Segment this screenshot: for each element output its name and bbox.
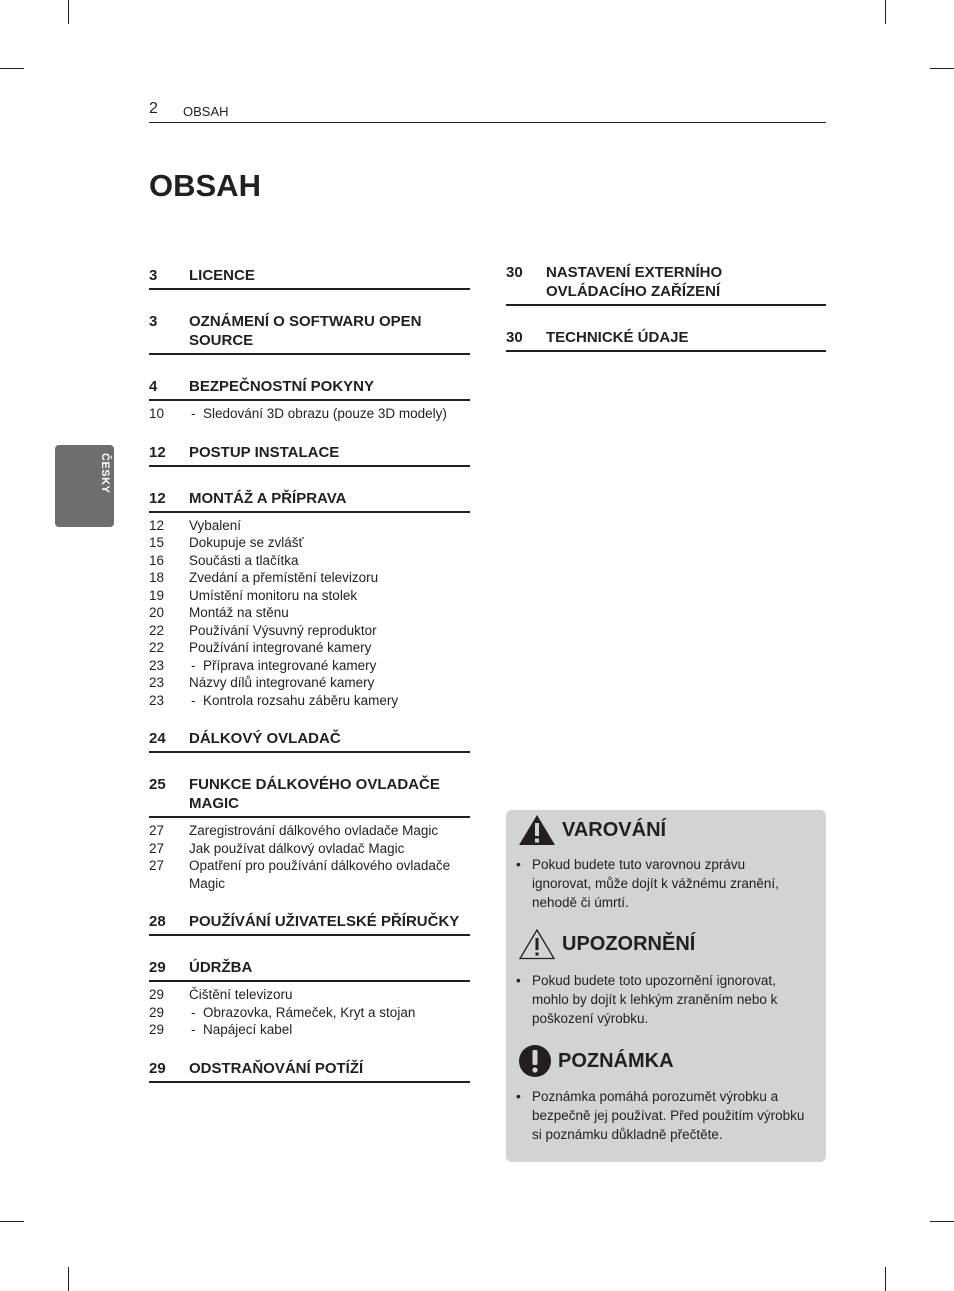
toc-page-number: 4 <box>149 378 158 395</box>
toc-section <box>149 443 470 467</box>
warning-text-block <box>516 855 806 912</box>
toc-section-title: POSTUP INSTALACE <box>189 443 340 461</box>
toc-page-number: 10 <box>149 406 165 421</box>
warning-text: Pokud budete tuto varovnou zprávu ignorovat, může dojít k vážnému zranění, nehodě či úmrtí. <box>532 857 779 910</box>
toc-subitem-title: Vybalení <box>189 517 242 533</box>
running-title: OBSAH <box>183 104 229 119</box>
toc-right-column <box>506 263 826 352</box>
page-number: 2 <box>149 100 158 117</box>
toc-subitem <box>149 986 470 1004</box>
toc-subitem <box>149 569 470 587</box>
toc-subitem-title: Používání Výsuvný reproduktor <box>189 622 377 638</box>
crop-mark <box>885 1267 886 1291</box>
toc-dash: - <box>191 692 196 708</box>
toc-subitem <box>149 674 470 692</box>
toc-subitem <box>149 587 470 605</box>
toc-page-number: 3 <box>149 313 158 330</box>
caution-heading <box>518 928 695 960</box>
toc-subitem <box>149 1004 470 1022</box>
toc-subitem-title: Obrazovka, Rámeček, Kryt a stojan <box>203 1004 416 1020</box>
toc-section-title: POUŽÍVÁNÍ UŽIVATELSKÉ PŘÍRUČKY <box>189 913 460 930</box>
toc-section-title: LICENCE <box>189 267 255 284</box>
toc-subitem-title: Dokupuje se zvlášť <box>189 535 304 550</box>
toc-subitem-title: Sledování 3D obrazu (pouze 3D modely) <box>203 406 447 421</box>
toc-dash: - <box>191 1022 196 1037</box>
toc-page-number: 22 <box>149 640 165 655</box>
toc-subitem-title: Umístění monitoru na stolek <box>189 587 358 603</box>
toc-section <box>149 489 470 513</box>
toc-page-number: 24 <box>149 730 166 747</box>
toc-section-title: ODSTRAŇOVÁNÍ POTÍŽÍ <box>189 1059 364 1077</box>
note-heading <box>518 1044 674 1078</box>
language-tab <box>55 445 114 527</box>
toc-page-number: 27 <box>149 840 165 856</box>
crop-mark <box>68 1267 69 1291</box>
toc-section <box>149 912 470 936</box>
warning-outline-icon <box>518 928 556 960</box>
toc-page-number: 29 <box>149 1059 166 1077</box>
toc-page-number: 23 <box>149 657 165 673</box>
toc-section-title: TECHNICKÉ ÚDAJE <box>546 329 689 346</box>
toc-subitem <box>149 822 470 840</box>
note-text: Poznámka pomáhá porozumět výrobku a bezpečně jej používat. Před použitím výrobku si poznámku důkladně přečtěte. <box>532 1089 805 1142</box>
toc-section <box>506 263 826 306</box>
toc-section-title: DÁLKOVÝ OVLADAČ <box>189 730 341 747</box>
page-title: OBSAH <box>149 168 261 203</box>
toc-subitem <box>149 552 470 570</box>
crop-mark <box>930 1221 954 1222</box>
toc-page-number: 27 <box>149 858 165 873</box>
toc-subitem <box>149 517 470 535</box>
toc-section-title: ÚDRŽBA <box>189 959 253 976</box>
toc-subitem <box>149 604 470 622</box>
toc-subitem <box>149 1021 470 1039</box>
toc-subitem <box>149 639 470 657</box>
caution-text-block <box>516 971 806 1028</box>
toc-subitem-title: Čištění televizoru <box>189 987 293 1002</box>
toc-section-title: OZNÁMENÍ O SOFTWARU OPEN SOURCE <box>189 313 422 349</box>
toc-subitem <box>149 840 470 858</box>
note-text-block <box>516 1087 806 1144</box>
bullet: • <box>516 1089 521 1104</box>
toc-section <box>149 775 470 818</box>
toc-dash: - <box>191 1004 196 1020</box>
toc-subitem-title: Zaregistrování dálkového ovladače Magic <box>189 823 439 838</box>
toc-page-number: 23 <box>149 675 165 690</box>
caution-title: UPOZORNĚNÍ <box>562 932 696 955</box>
toc-section-title: NASTAVENÍ EXTERNÍHO OVLÁDACÍHO ZAŘÍZENÍ <box>546 264 723 300</box>
toc-subitem <box>149 622 470 640</box>
toc-subitem <box>149 857 470 892</box>
toc-subitem-title: Součásti a tlačítka <box>189 552 299 568</box>
toc-section <box>149 958 470 982</box>
toc-section-title: MONTÁŽ A PŘÍPRAVA <box>189 489 347 507</box>
toc-section-title: FUNKCE DÁLKOVÉHO OVLADAČE MAGIC <box>189 776 440 812</box>
toc-page-number: 15 <box>149 535 165 550</box>
toc-subitem-title: Jak používat dálkový ovladač Magic <box>189 840 405 856</box>
toc-page-number: 16 <box>149 552 165 568</box>
toc-page-number: 29 <box>149 987 165 1002</box>
language-tab-label: ČESKY <box>99 453 111 494</box>
bullet: • <box>516 973 521 988</box>
toc-subitem-title: Používání integrované kamery <box>189 640 372 655</box>
toc-page-number: 30 <box>506 264 523 281</box>
toc-page-number: 25 <box>149 776 166 793</box>
note-title: POZNÁMKA <box>558 1049 674 1072</box>
toc-section <box>149 729 470 753</box>
toc-section <box>506 328 826 352</box>
toc-page-number: 12 <box>149 443 166 461</box>
toc-page-number: 20 <box>149 605 165 620</box>
toc-dash: - <box>191 657 196 673</box>
caution-text: Pokud budete toto upozornění ignorovat, mohlo by dojít k lehkým zraněním nebo k poškození výrobku. <box>532 973 778 1026</box>
bullet: • <box>516 857 521 872</box>
toc-section <box>149 1059 470 1083</box>
toc-page-number: 22 <box>149 622 165 638</box>
toc-subitem <box>149 534 470 552</box>
toc-section-title: BEZPEČNOSTNÍ POKYNY <box>189 378 375 395</box>
toc-subitem <box>149 657 470 675</box>
notice-box <box>506 810 826 1162</box>
toc-page-number: 29 <box>149 1004 165 1020</box>
toc-dash: - <box>191 406 196 421</box>
toc-subitem-title: Kontrola rozsahu záběru kamery <box>203 692 399 708</box>
toc-subitem-title: Příprava integrované kamery <box>203 657 377 673</box>
toc-page-number: 12 <box>149 489 166 507</box>
crop-mark <box>885 0 886 24</box>
toc-subitem-title: Zvedání a přemístění televizoru <box>189 570 379 585</box>
toc-page-number: 23 <box>149 692 165 708</box>
crop-mark <box>0 68 24 69</box>
toc-page-number: 28 <box>149 913 166 930</box>
toc-subitem-title: Názvy dílů integrované kamery <box>189 675 375 690</box>
toc-page-number: 29 <box>149 1022 165 1037</box>
toc-section <box>149 312 470 355</box>
toc-subitem <box>149 692 470 710</box>
warning-title: VAROVÁNÍ <box>562 818 667 841</box>
warning-filled-icon <box>518 814 556 846</box>
toc-page-number: 30 <box>506 329 523 346</box>
crop-mark <box>930 68 954 69</box>
toc-subitem-title: Napájecí kabel <box>203 1022 293 1037</box>
page-header <box>149 100 826 123</box>
toc-subitem <box>149 405 470 423</box>
toc-page-number: 19 <box>149 587 165 603</box>
toc-page-number: 3 <box>149 267 158 284</box>
toc-page-number: 18 <box>149 570 165 585</box>
toc-page-number: 29 <box>149 959 166 976</box>
toc-page-number: 27 <box>149 823 165 838</box>
toc-page-number: 12 <box>149 517 165 533</box>
toc-subitem-title: Montáž na stěnu <box>189 605 289 620</box>
warning-heading <box>518 814 666 846</box>
crop-mark <box>68 0 69 24</box>
exclamation-circle-icon <box>518 1044 552 1078</box>
toc-subitem-title: Opatření pro používání dálkového ovladače Magic <box>189 858 451 891</box>
toc-section <box>149 266 470 290</box>
toc-section <box>149 377 470 401</box>
crop-mark <box>0 1221 24 1222</box>
toc-left-column <box>149 266 470 1083</box>
